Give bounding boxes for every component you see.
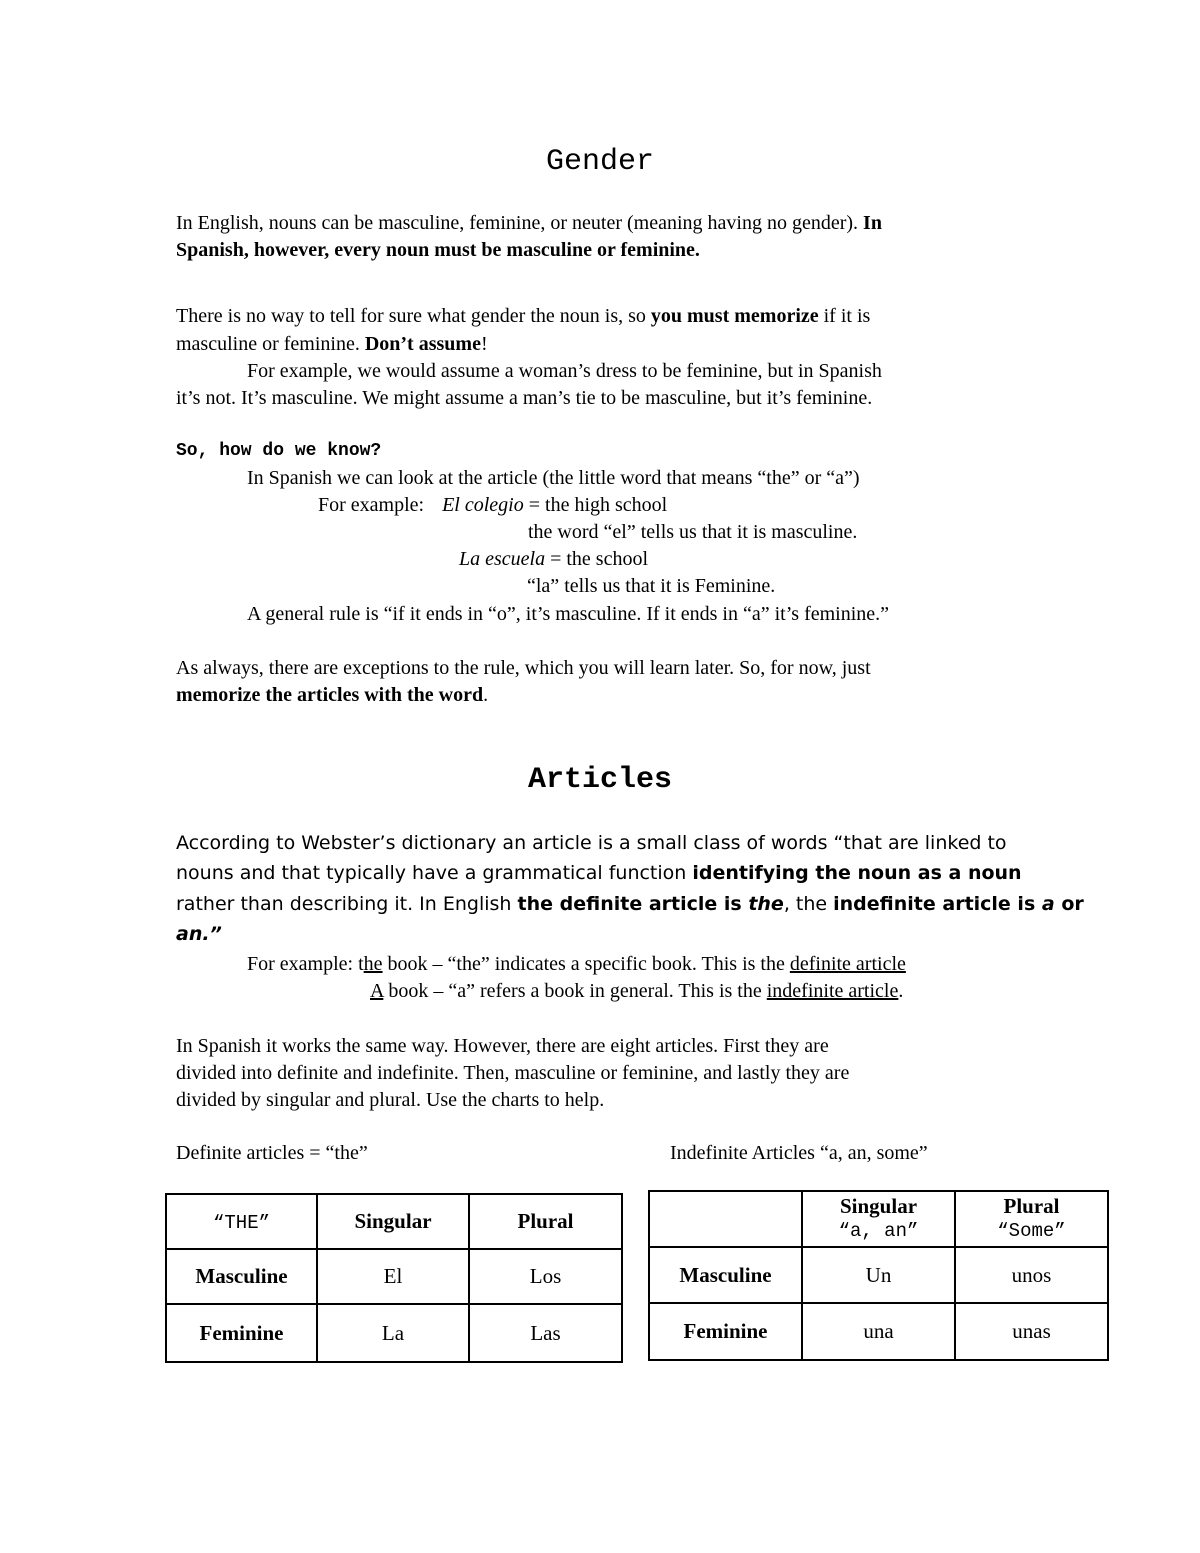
definite-articles-table <box>165 1193 623 1363</box>
gender-example-line-2: it’s not. It’s masculine. We might assume a man’s tie to be masculine, but it’s feminine. <box>176 387 873 409</box>
cell-un: Un <box>802 1247 955 1303</box>
webster-line-4: an.” <box>176 923 222 945</box>
el-masculine-note: the word “el” tells us that it is masculine. <box>528 521 858 543</box>
row-header-feminine: Feminine <box>649 1303 802 1360</box>
example-la-escuela: La escuela = the school <box>459 548 649 570</box>
table-header-row <box>649 1191 1108 1247</box>
articles-title: Articles <box>527 763 673 797</box>
definite-caption: Definite articles = “the” <box>176 1142 368 1164</box>
corner-cell <box>649 1191 802 1247</box>
exceptions-line-2: memorize the articles with the word. <box>176 684 489 706</box>
row-header-feminine: Feminine <box>166 1304 317 1362</box>
so-how-heading: So, how do we know? <box>176 441 382 461</box>
article-explanation-line: In Spanish we can look at the article (the little word that means “the” or “a”) <box>247 467 860 489</box>
exceptions-line-1: As always, there are exceptions to the rule, which you will learn later. So, for now, just <box>176 657 871 679</box>
table-row-feminine <box>166 1304 622 1362</box>
column-header-singular: Singular <box>317 1194 469 1249</box>
gender-paragraph-2-line-2: masculine or feminine. Don’t assume! <box>176 333 488 355</box>
gender-paragraph-1-line-2: Spanish, however, every noun must be masculine or feminine. <box>176 239 700 261</box>
spanish-articles-line-1: In Spanish it works the same way. However, there are eight articles. First they are <box>176 1035 829 1057</box>
cell-los: Los <box>469 1249 622 1304</box>
row-header-masculine: Masculine <box>166 1249 317 1304</box>
table-row-masculine <box>649 1247 1108 1303</box>
webster-line-2: nouns and that typically have a grammatical function identifying the noun as a noun <box>176 862 1022 884</box>
cell-unos: unos <box>955 1247 1108 1303</box>
cell-unas: unas <box>955 1303 1108 1360</box>
table-row-feminine <box>649 1303 1108 1360</box>
spanish-articles-line-2: divided into definite and indefinite. Then, masculine or feminine, and lastly they are <box>176 1062 850 1084</box>
cell-el: El <box>317 1249 469 1304</box>
cell-las: Las <box>469 1304 622 1362</box>
cell-la: La <box>317 1304 469 1362</box>
row-header-masculine: Masculine <box>649 1247 802 1303</box>
column-header-singular: Singular “a, an” <box>802 1191 955 1247</box>
column-header-plural: Plural “Some” <box>955 1191 1108 1247</box>
spanish-articles-line-3: divided by singular and plural. Use the charts to help. <box>176 1089 605 1111</box>
column-header-plural: Plural <box>469 1194 622 1249</box>
example-el-colegio: For example: El colegio = the high school <box>318 494 668 516</box>
gender-paragraph-1-line-1: In English, nouns can be masculine, feminine, or neuter (meaning having no gender). In <box>176 212 882 234</box>
webster-line-3: rather than describing it. In English the definite article is the, the indefinite article is a or <box>176 893 1084 915</box>
corner-cell: “THE” <box>166 1194 317 1249</box>
la-feminine-note: “la” tells us that it is Feminine. <box>527 575 776 597</box>
gender-title: Gender <box>545 145 655 179</box>
indefinite-articles-table <box>648 1190 1109 1361</box>
general-rule-line: A general rule is “if it ends in “o”, it’s masculine. If it ends in “a” it’s feminine.” <box>247 603 890 625</box>
cell-una: una <box>802 1303 955 1360</box>
table-row-masculine <box>166 1249 622 1304</box>
webster-line-1: According to Webster’s dictionary an article is a small class of words “that are linked to <box>176 832 1007 854</box>
gender-example-line-1: For example, we would assume a woman’s dress to be feminine, but in Spanish <box>247 360 882 382</box>
gender-paragraph-2-line-1: There is no way to tell for sure what gender the noun is, so you must memorize if it is <box>176 305 871 327</box>
indefinite-example-line: A book – “a” refers a book in general. This is the indefinite article. <box>370 980 904 1002</box>
table-header-row <box>166 1194 622 1249</box>
indefinite-caption: Indefinite Articles “a, an, some” <box>670 1142 928 1164</box>
definite-example-line: For example: the book – “the” indicates a specific book. This is the definite article <box>247 953 906 975</box>
